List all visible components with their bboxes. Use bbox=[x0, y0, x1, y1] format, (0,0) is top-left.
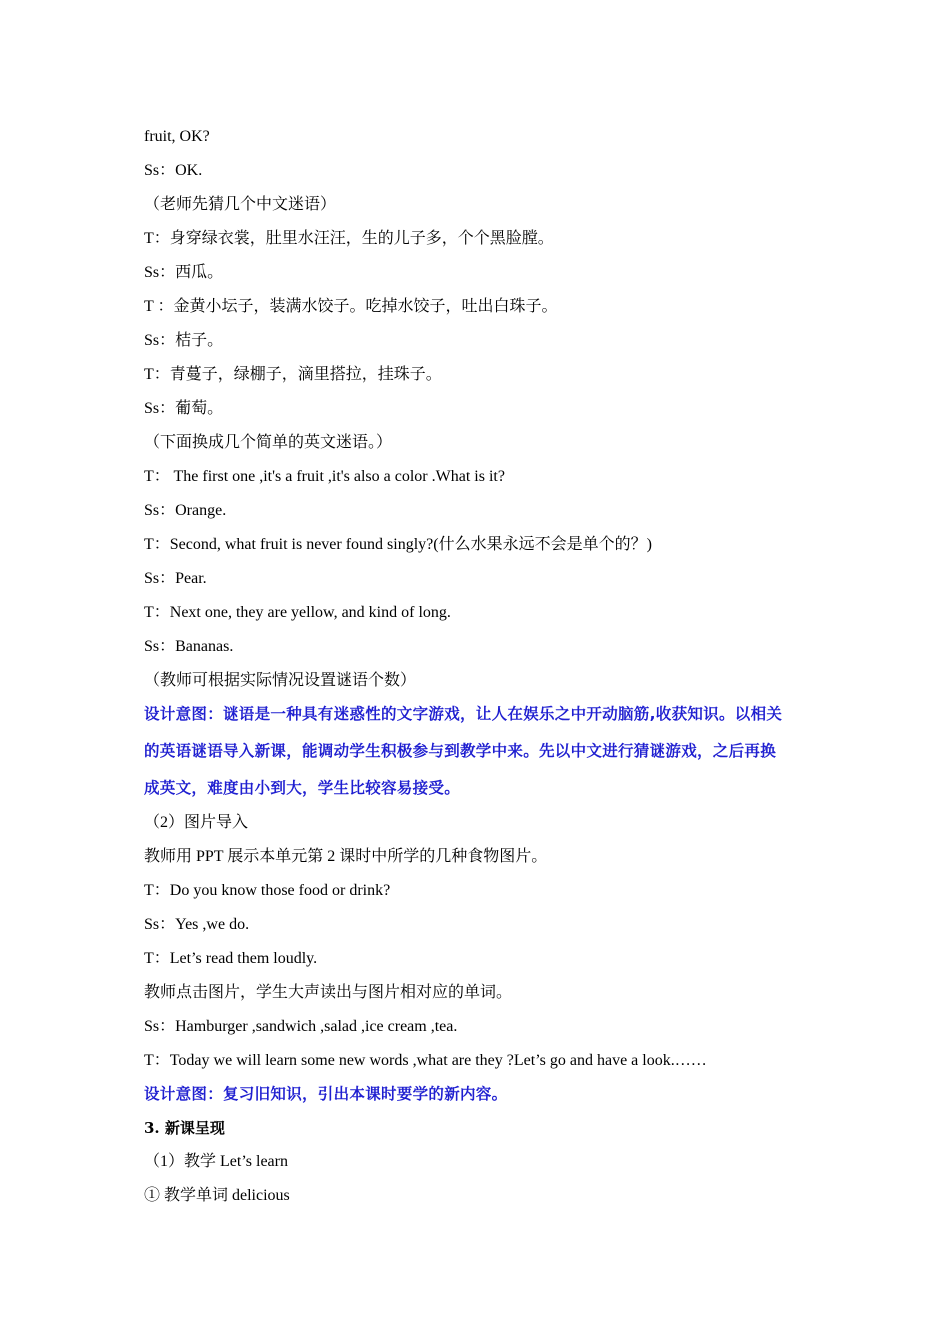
instruction-line: 教师用 PPT 展示本单元第 2 课时中所学的几种食物图片。 bbox=[144, 848, 548, 865]
dialogue-line: T：Do you know those food or drink? bbox=[144, 882, 391, 899]
stage-direction: （教师可根据实际情况设置谜语个数） bbox=[144, 672, 417, 689]
design-intent-line: 成英文，难度由小到大，学生比较容易接受。 bbox=[144, 779, 461, 797]
dialogue-line: T：Today we will learn some new words ,what are they ?Let’s go and have a look.…… bbox=[144, 1052, 707, 1069]
dialogue-line: Ss：桔子。 bbox=[144, 332, 224, 349]
dialogue-line: Ss：Orange. bbox=[144, 502, 227, 519]
subsection-title: （1）教学 Let’s learn bbox=[144, 1153, 288, 1170]
dialogue-line: Ss：Pear. bbox=[144, 570, 207, 587]
dialogue-line: T：Second, what fruit is never found singly?(什么水果永远不会是单个的？) bbox=[144, 536, 652, 553]
section-heading: 3. 新课呈现 bbox=[144, 1119, 225, 1137]
dialogue-line: T：Next one, they are yellow, and kind of long. bbox=[144, 604, 451, 621]
dialogue-line: Ss：Bananas. bbox=[144, 638, 234, 655]
stage-direction: （老师先猜几个中文迷语） bbox=[144, 196, 337, 213]
design-intent-line: 的英语谜语导入新课，能调动学生积极参与到教学中来。先以中文进行猜谜游戏，之后再换 bbox=[144, 742, 777, 760]
dialogue-line: T： The first one ,it's a fruit ,it's also a color .What is it? bbox=[144, 468, 505, 485]
dialogue-line: Ss：Yes ,we do. bbox=[144, 916, 250, 933]
stage-direction: （下面换成几个简单的英文迷语。） bbox=[144, 434, 393, 451]
design-intent-note bbox=[144, 696, 814, 807]
dialogue-line: Ss：葡萄。 bbox=[144, 400, 224, 417]
instruction-line: ① 教学单词 delicious bbox=[144, 1187, 290, 1204]
dialogue-line: fruit, OK? bbox=[144, 128, 210, 145]
design-intent-line: 设计意图：复习旧知识，引出本课时要学的新内容。 bbox=[144, 1085, 508, 1103]
dialogue-line: Ss：西瓜。 bbox=[144, 264, 224, 281]
dialogue-line: Ss：OK. bbox=[144, 162, 203, 179]
design-intent-note bbox=[144, 1076, 814, 1113]
design-intent-line: 设计意图：谜语是一种具有迷惑性的文字游戏，让人在娱乐之中开动脑筋,收获知识。以相关 bbox=[144, 705, 783, 723]
dialogue-line: Ss：Hamburger ,sandwich ,salad ,ice cream ,tea. bbox=[144, 1018, 458, 1035]
dialogue-line: T：青蔓子，绿棚子，滴里搭拉，挂珠子。 bbox=[144, 366, 442, 383]
dialogue-line: T ：金黄小坛子，装满水饺子。吃掉水饺子，吐出白珠子。 bbox=[144, 298, 558, 315]
subsection-title: （2）图片导入 bbox=[144, 814, 249, 831]
dialogue-line: T：Let’s read them loudly. bbox=[144, 950, 318, 967]
instruction-line: 教师点击图片，学生大声读出与图片相对应的单词。 bbox=[144, 984, 513, 1001]
dialogue-line: T：身穿绿衣裳，肚里水汪汪，生的儿子多，个个黑脸膛。 bbox=[144, 230, 554, 247]
